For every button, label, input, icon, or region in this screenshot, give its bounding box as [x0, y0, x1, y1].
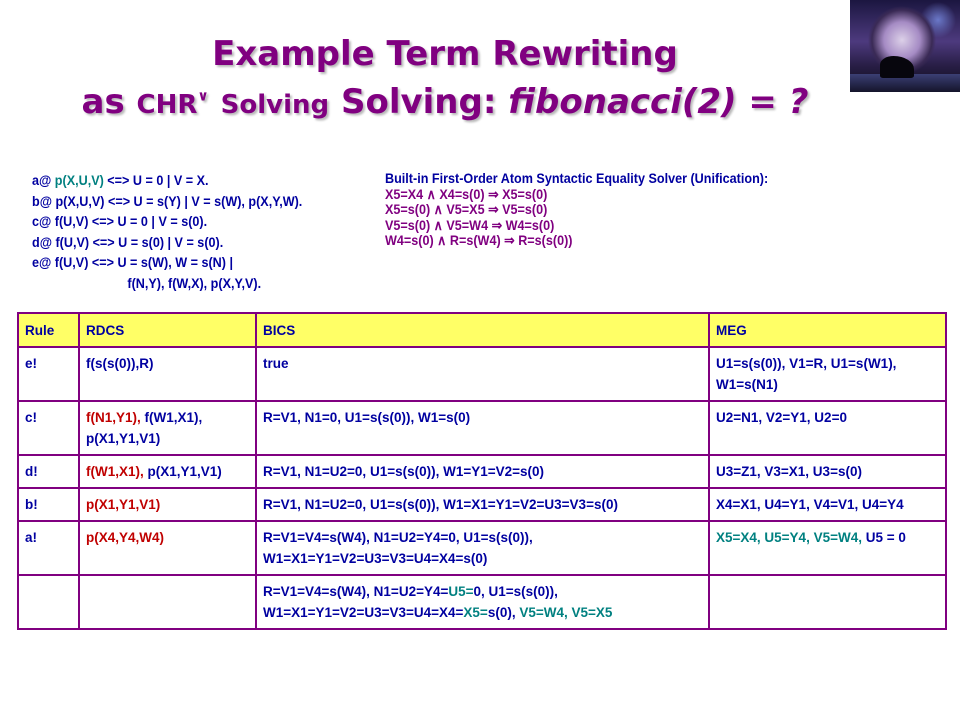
rule-a-label: a@	[32, 172, 52, 188]
cell-rdcs	[79, 488, 256, 521]
subtitle-solving-1: Solving	[220, 90, 330, 120]
cell-rdcs-selected: f(W1,X1),	[86, 464, 144, 479]
rule-a-body: <=> U = 0 | V = X.	[107, 172, 209, 188]
decorative-orb-image	[850, 0, 960, 92]
cell-rdcs-rest: p(X1,Y1,V1)	[143, 464, 222, 479]
cell-bics: R=V1=V4=s(W4), N1=U2=Y4=0, U1=s(s(0)), W1=X1=Y1=V2=U3=V3=U4=X4=s(0)	[256, 521, 709, 575]
cell-rule: b!	[18, 488, 79, 521]
cell-meg: U1=s(s(0)), V1=R, U1=s(W1), W1=s(N1)	[709, 347, 946, 401]
header-rdcs: RDCS	[79, 313, 256, 347]
cell-meg: U2=N1, V2=Y1, U2=0	[709, 401, 946, 455]
equality-solver	[385, 171, 768, 249]
subtitle-as: as	[81, 82, 125, 122]
cell-rdcs-selected: p(X4,Y4,W4)	[86, 530, 165, 545]
rule-a	[32, 170, 302, 191]
cell-meg-guard: U5 = 0	[861, 530, 906, 545]
solver-step: X5=X4 ∧ X4=s(0) ⇒ X5=s(0)	[385, 185, 548, 202]
cell-rdcs-selected: p(X1,Y1,V1)	[86, 497, 161, 512]
table-row	[18, 347, 946, 401]
cell-bics	[256, 575, 709, 629]
rule-e-continued: f(N,Y), f(W,X), p(X,Y,V).	[127, 274, 262, 291]
table-row	[18, 521, 946, 575]
subtitle-chr-sup: ∨	[197, 88, 209, 105]
cell-rdcs	[79, 575, 256, 629]
solver-step: V5=s(0) ∧ V5=W4 ⇒ W4=s(0)	[385, 216, 555, 233]
table-row	[18, 488, 946, 521]
subtitle-query: fibonacci(2) = ?	[508, 82, 809, 122]
chr-rules	[32, 170, 302, 293]
cell-bics: R=V1, N1=0, U1=s(s(0)), W1=s(0)	[256, 401, 709, 455]
cell-meg	[709, 521, 946, 575]
rule-b: b@ p(X,U,V) <=> U = s(Y) | V = s(W), p(X,Y,W).	[32, 192, 303, 209]
cell-bics-part: 0, U1=s(s(0)), W1=X1=Y1=V2=U3=V3=U4=X4=	[263, 584, 558, 620]
cell-meg-new: X5=X4, U5=Y4, V5=W4,	[716, 530, 862, 545]
cell-bics: true	[256, 347, 709, 401]
cell-rdcs: f(s(s(0)),R)	[79, 347, 256, 401]
solver-step: W4=s(0) ∧ R=s(W4) ⇒ R=s(s(0))	[385, 232, 573, 248]
cell-rule: a!	[18, 521, 79, 575]
cell-meg: U3=Z1, V3=X1, U3=s(0)	[709, 455, 946, 488]
rule-c: c@ f(U,V) <=> U = 0 | V = s(0).	[32, 213, 208, 229]
cell-bics-new: U5=	[448, 584, 474, 599]
table-header-row	[18, 313, 946, 347]
cell-bics-new: X5=	[463, 605, 488, 620]
cell-bics: R=V1, N1=U2=0, U1=s(s(0)), W1=X1=Y1=V2=U3=V3=s(0)	[256, 488, 709, 521]
cell-rdcs-rest: f(W1,X1), p(X1,Y1,V1)	[86, 410, 203, 446]
cell-rdcs	[79, 521, 256, 575]
header-meg: MEG	[709, 313, 946, 347]
cell-rdcs	[79, 401, 256, 455]
subtitle-solving-2: Solving:	[340, 82, 497, 122]
slide-subtitle	[0, 82, 890, 122]
cell-rule: d!	[18, 455, 79, 488]
header-bics: BICS	[256, 313, 709, 347]
decorative-silhouette	[880, 56, 914, 78]
table-row	[18, 575, 946, 629]
cell-meg: X4=X1, U4=Y1, V4=V1, U4=Y4	[709, 488, 946, 521]
slide-title: Example Term Rewriting	[212, 34, 678, 74]
solver-header: Built-in First-Order Atom Syntactic Equality Solver (Unification):	[385, 170, 769, 186]
cell-bics-new: V5=W4, V5=X5	[519, 605, 613, 620]
solver-step: X5=s(0) ∧ V5=X5 ⇒ V5=s(0)	[385, 201, 548, 217]
cell-rule: c!	[18, 401, 79, 455]
cell-rule	[18, 575, 79, 629]
cell-rdcs	[79, 455, 256, 488]
rule-a-head: p(X,U,V)	[54, 172, 104, 188]
rule-e: e@ f(U,V) <=> U = s(W), W = s(N) |	[32, 254, 233, 270]
header-rule: Rule	[18, 313, 79, 347]
cell-rdcs-selected: f(N1,Y1),	[86, 410, 141, 425]
cell-bics-part: R=V1=V4=s(W4), N1=U2=Y4=	[263, 584, 449, 599]
rule-d: d@ f(U,V) <=> U = s(0) | V = s(0).	[32, 233, 224, 250]
cell-bics: R=V1, N1=U2=0, U1=s(s(0)), W1=Y1=V2=s(0)	[256, 455, 709, 488]
cell-meg	[709, 575, 946, 629]
subtitle-chr: CHR	[136, 90, 198, 120]
table-row	[18, 455, 946, 488]
table-row	[18, 401, 946, 455]
rewriting-trace-table	[17, 312, 947, 630]
cell-rule: e!	[18, 347, 79, 401]
cell-bics-part: s(0),	[487, 605, 520, 620]
